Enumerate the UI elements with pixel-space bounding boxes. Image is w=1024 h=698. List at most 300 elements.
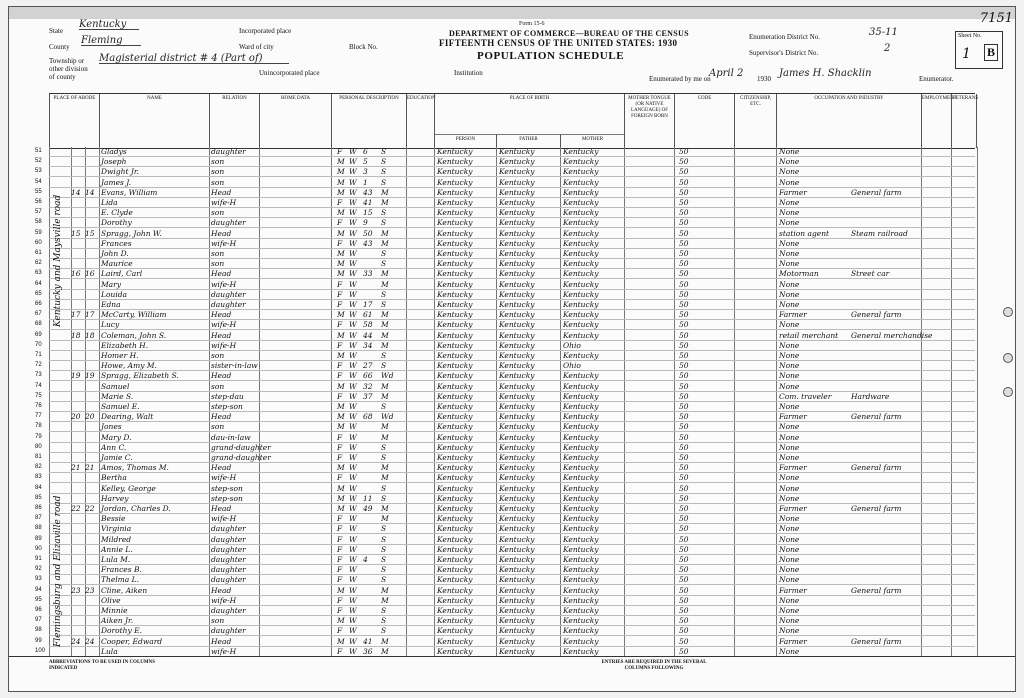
cell-line: 99	[35, 637, 42, 644]
cell-race: W	[349, 504, 357, 513]
cell-rel: sister-in-law	[211, 361, 258, 371]
cell-mbp: Kentucky	[563, 636, 599, 646]
cell-ms: M	[381, 646, 389, 656]
cell-race: W	[349, 463, 357, 473]
cell-fbp: Kentucky	[499, 575, 535, 585]
cell-fbp: Kentucky	[499, 565, 535, 575]
cell-race: W	[349, 187, 357, 197]
cell-line: 100	[35, 647, 46, 654]
cell-race: W	[349, 157, 357, 167]
table-row	[35, 351, 975, 361]
table-row	[35, 259, 975, 269]
cell-line: 79	[35, 433, 42, 440]
cell-code: 50	[679, 289, 689, 299]
cell-bp: Kentucky	[437, 453, 473, 462]
table-row	[35, 218, 975, 228]
cell-code: 50	[679, 595, 689, 605]
cell-race: W	[349, 279, 357, 289]
cell-name: Olive	[101, 595, 121, 605]
cell-name: Elizabeth H.	[101, 340, 149, 350]
cell-line: 73	[35, 372, 42, 379]
cell-race: W	[349, 626, 357, 636]
cell-age: 32	[363, 381, 373, 391]
cell-mbp: Kentucky	[563, 473, 599, 483]
cell-bp: Kentucky	[437, 249, 473, 258]
cell-rel: Head	[211, 269, 232, 279]
cell-fbp: Kentucky	[499, 167, 535, 177]
cell-code: 50	[679, 453, 689, 462]
cell-ms: S	[381, 208, 387, 218]
cell-code: 50	[679, 636, 689, 646]
cell-name: Lula	[101, 646, 118, 656]
cell-sex: F	[337, 218, 343, 228]
cell-code: 50	[679, 473, 689, 483]
cell-bp: Kentucky	[437, 208, 473, 218]
cell-fam: 14	[85, 187, 95, 197]
township-label: Township or other division of county	[49, 57, 88, 81]
cell-fam: 22	[85, 504, 95, 513]
cell-line: 81	[35, 454, 42, 460]
cell-race: W	[349, 514, 357, 524]
cell-sex: M	[337, 483, 345, 493]
township-value: Magisterial district # 4 (Part of)	[99, 55, 289, 64]
cell-race: W	[349, 585, 357, 595]
cell-fbp: Kentucky	[499, 504, 535, 513]
cell-ind: General farm	[851, 310, 902, 320]
cell-ms: S	[381, 483, 387, 493]
cell-fbp: Kentucky	[499, 544, 535, 554]
cell-name: Joseph	[101, 157, 127, 167]
cell-bp: Kentucky	[437, 565, 473, 575]
punch-hole	[1003, 307, 1013, 317]
cell-bp: Kentucky	[437, 514, 473, 524]
cell-line: 89	[35, 535, 42, 542]
cell-line: 70	[35, 341, 42, 348]
cell-occ: Farmer	[779, 463, 807, 473]
cell-name: Spragg, Elizabeth S.	[101, 371, 179, 381]
cell-fbp: Kentucky	[499, 616, 535, 626]
cell-code: 50	[679, 279, 689, 289]
cell-name: Dorothy	[101, 218, 132, 228]
cell-name: Lula M.	[101, 555, 131, 564]
cell-name: Jamie C.	[101, 453, 133, 462]
col-citizenship: CITIZENSHIP, ETC.	[734, 94, 776, 148]
cell-line: 61	[35, 250, 42, 256]
cell-name: John D.	[101, 249, 129, 258]
table-row	[35, 187, 975, 198]
cell-race: W	[349, 575, 357, 585]
enumerated-date: April 2	[709, 68, 744, 79]
cell-race: W	[349, 310, 357, 320]
cell-code: 50	[679, 238, 689, 248]
cell-line: 88	[35, 525, 42, 532]
cell-rel: daughter	[211, 565, 246, 575]
cell-rel: daughter	[211, 289, 246, 299]
cell-age: 33	[363, 269, 373, 279]
cell-ms: M	[381, 330, 389, 340]
cell-race: W	[349, 177, 357, 187]
cell-ms: S	[381, 544, 387, 554]
cell-sex: M	[337, 463, 345, 473]
cell-fbp: Kentucky	[499, 340, 535, 350]
cell-mbp: Kentucky	[563, 544, 599, 554]
cell-sex: M	[337, 228, 345, 238]
col-mother: MOTHER	[560, 134, 624, 148]
cell-age: 11	[363, 493, 373, 503]
cell-line: 82	[35, 464, 42, 471]
col-employment: EMPLOYMENT	[921, 94, 951, 148]
unincorporated-label: Unincorporated place	[259, 69, 320, 77]
table-row	[35, 524, 975, 534]
cell-occ: None	[779, 351, 800, 360]
cell-occ: None	[779, 595, 800, 605]
cell-line: 93	[35, 576, 42, 583]
cell-age: 44	[363, 330, 373, 340]
cell-bp: Kentucky	[437, 300, 473, 309]
cell-code: 50	[679, 555, 689, 564]
cell-mbp: Kentucky	[563, 463, 599, 473]
cell-occ: None	[779, 514, 800, 524]
cell-fbp: Kentucky	[499, 249, 535, 258]
cell-ms: S	[381, 351, 387, 360]
cell-code: 50	[679, 177, 689, 187]
cell-race: W	[349, 565, 357, 575]
state-label: State	[49, 27, 63, 35]
cell-name: Lucy	[101, 320, 120, 330]
cell-sex: M	[337, 330, 345, 340]
cell-name: Gladys	[101, 147, 127, 156]
cell-rel: Head	[211, 412, 232, 422]
cell-dw: 20	[71, 412, 81, 422]
cell-fbp: Kentucky	[499, 157, 535, 167]
cell-line: 52	[35, 158, 42, 165]
cell-bp: Kentucky	[437, 371, 473, 381]
cell-race: W	[349, 636, 357, 646]
enum-district-value: 35-11	[869, 27, 898, 38]
cell-age: 3	[363, 167, 368, 177]
table-row	[35, 340, 975, 351]
table-row	[35, 626, 975, 636]
cell-name: Mary D.	[101, 432, 132, 442]
cell-occ: retail merchant	[779, 330, 839, 340]
cell-fam: 18	[85, 330, 95, 340]
cell-line: 65	[35, 290, 42, 297]
cell-name: Virginia	[101, 524, 132, 534]
schedule-title: POPULATION SCHEDULE	[477, 50, 625, 62]
cell-line: 96	[35, 607, 42, 613]
cell-sex: M	[337, 585, 345, 595]
cell-occ: None	[779, 473, 800, 483]
cell-code: 50	[679, 330, 689, 340]
cell-race: W	[349, 483, 357, 493]
table-row	[35, 167, 975, 177]
cell-sex: M	[337, 422, 345, 432]
cell-fbp: Kentucky	[499, 147, 535, 156]
form-number: Form 15-6	[519, 21, 545, 27]
cell-ms: S	[381, 606, 387, 615]
cell-bp: Kentucky	[437, 289, 473, 299]
cell-mbp: Kentucky	[563, 646, 599, 656]
cell-occ: None	[779, 381, 800, 391]
cell-sex: F	[337, 626, 343, 636]
table-row	[35, 310, 975, 320]
cell-code: 50	[679, 218, 689, 228]
side-note-road-2: Flemingsburg and Elizaville road	[53, 495, 63, 647]
cell-bp: Kentucky	[437, 534, 473, 544]
cell-ms: S	[381, 402, 387, 411]
cell-rel: son	[211, 422, 225, 432]
cell-rel: son	[211, 381, 225, 391]
cell-occ: None	[779, 534, 800, 544]
cell-rel: step-son	[211, 483, 243, 493]
cell-rel: step-dau	[211, 391, 244, 401]
cell-fbp: Kentucky	[499, 463, 535, 473]
cell-ms: S	[381, 177, 387, 187]
cell-ms: S	[381, 249, 387, 258]
cell-fbp: Kentucky	[499, 524, 535, 534]
cell-line: 76	[35, 403, 42, 409]
cell-rel: wife-H	[211, 238, 237, 248]
cell-ms: S	[381, 289, 387, 299]
cell-ms: M	[381, 473, 389, 483]
cell-code: 50	[679, 381, 689, 391]
cell-name: Dwight Jr.	[101, 167, 140, 177]
cell-line: 92	[35, 566, 42, 573]
cell-fbp: Kentucky	[499, 412, 535, 422]
cell-line: 95	[35, 596, 42, 603]
cell-mbp: Kentucky	[563, 514, 599, 524]
cell-mbp: Kentucky	[563, 453, 599, 462]
col-name: NAME	[99, 94, 209, 148]
cell-code: 50	[679, 391, 689, 401]
cell-occ: Farmer	[779, 412, 807, 422]
cell-age: 36	[363, 646, 373, 656]
table-row	[35, 616, 975, 626]
cell-mbp: Kentucky	[563, 606, 599, 615]
cell-bp: Kentucky	[437, 585, 473, 595]
cell-code: 50	[679, 157, 689, 167]
cell-occ: None	[779, 442, 800, 452]
cell-code: 50	[679, 646, 689, 656]
cell-ms: M	[381, 381, 389, 391]
cell-age: 50	[363, 228, 373, 238]
cell-code: 50	[679, 626, 689, 636]
cell-occ: None	[779, 177, 800, 187]
cell-ms: M	[381, 228, 389, 238]
cell-bp: Kentucky	[437, 218, 473, 228]
cell-sex: F	[337, 544, 343, 554]
cell-occ: Farmer	[779, 310, 807, 320]
cell-ms: S	[381, 565, 387, 575]
cell-rel: dau-in-law	[211, 432, 251, 442]
cell-occ: None	[779, 524, 800, 534]
col-mother-tongue: MOTHER TONGUE (OR NATIVE LANGUAGE) OF FOREIGN BORN	[624, 94, 674, 148]
cell-mbp: Kentucky	[563, 310, 599, 320]
cell-age: 37	[363, 391, 373, 401]
cell-occ: None	[779, 565, 800, 575]
census-rows	[35, 147, 975, 657]
state-value: Kentucky	[79, 21, 139, 30]
cell-mbp: Kentucky	[563, 198, 599, 207]
cell-line: 94	[35, 586, 42, 593]
cell-sex: M	[337, 249, 345, 258]
cell-line: 77	[35, 413, 42, 420]
table-row	[35, 432, 975, 443]
cell-fbp: Kentucky	[499, 402, 535, 411]
cell-fbp: Kentucky	[499, 432, 535, 442]
cell-age: 49	[363, 504, 373, 513]
cell-ms: M	[381, 198, 389, 207]
cell-fbp: Kentucky	[499, 483, 535, 493]
cell-name: Lida	[101, 198, 118, 207]
cell-race: W	[349, 218, 357, 228]
cell-line: 85	[35, 494, 42, 501]
cell-sex: F	[337, 289, 343, 299]
stamp-number: 7151	[979, 11, 1013, 26]
cell-mbp: Kentucky	[563, 147, 599, 156]
table-row	[35, 412, 975, 422]
cell-mbp: Ohio	[563, 361, 581, 371]
cell-rel: daughter	[211, 147, 246, 156]
cell-line: 90	[35, 545, 42, 552]
cell-name: Coleman, John S.	[101, 330, 167, 340]
cell-code: 50	[679, 483, 689, 493]
table-row	[35, 514, 975, 524]
cell-rel: wife-H	[211, 279, 237, 289]
cell-mbp: Kentucky	[563, 534, 599, 544]
col-place-of-birth: PLACE OF BIRTH	[434, 94, 624, 148]
cell-mbp: Kentucky	[563, 412, 599, 422]
cell-sex: M	[337, 157, 345, 167]
cell-fam: 23	[85, 585, 95, 595]
cell-occ: None	[779, 361, 800, 371]
table-row	[35, 289, 975, 300]
cell-sex: F	[337, 198, 343, 207]
table-row	[35, 483, 975, 494]
cell-rel: daughter	[211, 606, 246, 615]
cell-fbp: Kentucky	[499, 381, 535, 391]
cell-name: Dorothy E.	[101, 626, 142, 636]
cell-mbp: Kentucky	[563, 187, 599, 197]
cell-bp: Kentucky	[437, 269, 473, 279]
cell-mbp: Kentucky	[563, 483, 599, 493]
cell-code: 50	[679, 412, 689, 422]
cell-mbp: Kentucky	[563, 157, 599, 167]
cell-bp: Kentucky	[437, 187, 473, 197]
county-value: Fleming	[81, 37, 141, 46]
enumerator-label: Enumerator.	[919, 75, 954, 83]
cell-race: W	[349, 351, 357, 360]
table-row	[35, 330, 975, 341]
cell-line: 55	[35, 188, 42, 195]
cell-age: 4	[363, 555, 368, 564]
cell-fbp: Kentucky	[499, 585, 535, 595]
cell-race: W	[349, 147, 357, 156]
cell-fbp: Kentucky	[499, 238, 535, 248]
cell-age: 6	[363, 147, 368, 156]
cell-code: 50	[679, 422, 689, 432]
institution-label: Institution	[454, 69, 483, 77]
cell-line: 87	[35, 515, 42, 522]
cell-sex: F	[337, 320, 343, 330]
cell-rel: step-son	[211, 493, 243, 503]
cell-fbp: Kentucky	[499, 177, 535, 187]
cell-line: 84	[35, 484, 42, 491]
cell-race: W	[349, 289, 357, 299]
cell-race: W	[349, 493, 357, 503]
cell-code: 50	[679, 147, 689, 156]
sheet-label: Sheet No.	[958, 33, 982, 39]
cell-bp: Kentucky	[437, 646, 473, 656]
cell-rel: Head	[211, 504, 232, 513]
table-row	[35, 228, 975, 239]
cell-mbp: Kentucky	[563, 626, 599, 636]
cell-occ: None	[779, 198, 800, 207]
scan-edge	[9, 7, 1015, 19]
cell-name: Evans, William	[101, 187, 158, 197]
cell-mbp: Kentucky	[563, 616, 599, 626]
cell-rel: wife-H	[211, 595, 237, 605]
cell-line: 97	[35, 617, 42, 624]
cell-race: W	[349, 391, 357, 401]
cell-fbp: Kentucky	[499, 422, 535, 432]
cell-sex: M	[337, 177, 345, 187]
cell-mbp: Kentucky	[563, 575, 599, 585]
cell-rel: daughter	[211, 555, 246, 564]
table-row	[35, 504, 975, 514]
cell-ms: Wd	[381, 371, 394, 381]
cell-rel: wife-H	[211, 340, 237, 350]
cell-line: 62	[35, 260, 42, 267]
cell-sex: M	[337, 493, 345, 503]
cell-bp: Kentucky	[437, 361, 473, 371]
table-row	[35, 575, 975, 585]
cell-line: 78	[35, 423, 42, 430]
block-label: Block No.	[349, 43, 378, 51]
cell-age: 66	[363, 371, 373, 381]
cell-mbp: Kentucky	[563, 351, 599, 360]
cell-bp: Kentucky	[437, 463, 473, 473]
cell-rel: wife-H	[211, 514, 237, 524]
cell-code: 50	[679, 463, 689, 473]
cell-fbp: Kentucky	[499, 300, 535, 309]
cell-rel: son	[211, 616, 225, 626]
cell-race: W	[349, 381, 357, 391]
cell-rel: son	[211, 157, 225, 167]
cell-bp: Kentucky	[437, 524, 473, 534]
census-sheet	[8, 6, 1016, 692]
cell-fbp: Kentucky	[499, 351, 535, 360]
table-row	[35, 585, 975, 596]
cell-ms: M	[381, 340, 389, 350]
county-label: County	[49, 43, 70, 51]
table-row	[35, 493, 975, 504]
cell-ms: M	[381, 585, 389, 595]
cell-sex: F	[337, 238, 343, 248]
table-row	[35, 371, 975, 381]
cell-name: Frances	[101, 238, 132, 248]
cell-line: 68	[35, 321, 42, 328]
cell-race: W	[349, 432, 357, 442]
cell-code: 50	[679, 310, 689, 320]
cell-rel: daughter	[211, 575, 246, 585]
cell-bp: Kentucky	[437, 259, 473, 269]
cell-bp: Kentucky	[437, 544, 473, 554]
cell-fbp: Kentucky	[499, 646, 535, 656]
table-row	[35, 463, 975, 473]
cell-occ: None	[779, 422, 800, 432]
table-row	[35, 238, 975, 249]
